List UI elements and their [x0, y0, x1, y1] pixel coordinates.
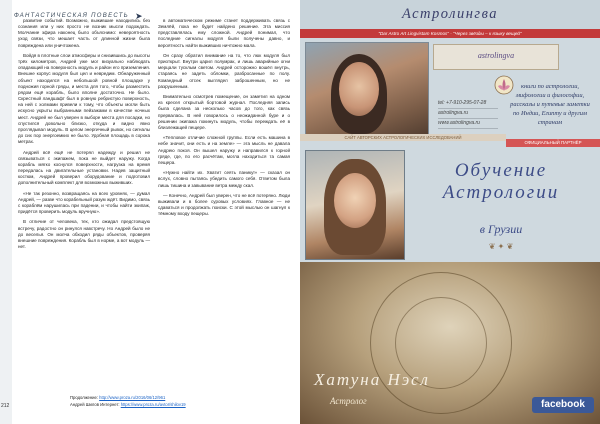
page-number: 212 [1, 403, 10, 409]
author-role: Астролог [330, 396, 367, 406]
ad-description: книги по астрологии, мифологии и философии, рассказы и путевые заметки по Индии, Египту и другим странам [510, 83, 590, 126]
text-column-1 [18, 18, 150, 254]
paragraph: — Конечно, Андрей был уверен, что не всё потеряно. Люди выживали и в более суровых условиях. Главное — не сдаваться и продолжать поиски. С этой мыслью он шагнул к тёмному входу пещеры. [158, 192, 290, 217]
paragraph: Войдя в плотные слои атмосферы и снизившись до высоты трёх километров, Андрей уже мог визуально наблюдать опадающий на поверхность модуль и район его приземления. Внешне корпус модуля был цел и невредим. Обнаруженный объект находился на небольшой ровной площадке у подножия горной гряды, и места для того, чтобы разместить рядом ещё корабль, было вполне достаточно. Не было. Скрестный ландшафт был в ровную ребристую поверхность, на ней с холмами привели к тому, что объекты могли быть искусно укрыты выбранными пейзажами в качестве ночных мест. Андрей не был уверен в выборе места для посадки, но спустился довольно близко, откуда и видно явно проглядывал модуль. В целом энергичный рывок, но сигналы до сих пор энергоемких не было. Удобная площадь в сорока метрах. [18, 52, 150, 145]
footnote-author [70, 402, 186, 409]
section-title: ФАНТАСТИЧЕСКАЯ ПОВЕСТЬ [14, 13, 129, 19]
paragraph: «Не так резонно, возвращаясь на всех уровнях, — думал Андрей, — разве что корабельный разум ждёт. Видимо, связь с кораблём нарушилась при падении, и чтобы найти экипаж, придётся проверить модуль вручную». [18, 190, 150, 215]
facebook-button[interactable]: facebook [532, 397, 594, 413]
course-title-line-2: Астрологии [442, 182, 560, 203]
advertisement-page [300, 0, 600, 424]
brand-title: Астролингва [401, 6, 499, 22]
photo-face [339, 62, 379, 116]
footnote-label: Продолжение: [70, 395, 98, 400]
page-sidebar [0, 0, 12, 424]
contact-web[interactable]: www.astrolingva.ru [438, 119, 498, 129]
partner-strip: ОФИЦИАЛЬНЫЙ ПАРТНЁР [506, 139, 600, 147]
ornament-divider: ❦ ✦ ❦ [488, 242, 514, 251]
logo-box [433, 44, 559, 70]
author-photo-top [305, 42, 429, 140]
sub-strip: САЙТ АВТОРСКИХ АСТРОЛОГИЧЕСКИХ ИССЛЕДОВАНИЙ [300, 134, 506, 141]
paragraph: Внимательно осмотрев помещение, он заметил на одном из кресел открытый бортовой журнал. Последняя запись была сделана за несколько часов до того, как связь прервалась. В ней говорилось о неожиданной буре и о решении экипажа покинуть модуль, чтобы переждать её в близлежащей пещере. [158, 94, 290, 130]
author-name: Хатуна Нэсл [314, 370, 430, 389]
article-page [0, 0, 296, 424]
author-link[interactable]: https://www.proza.ru/avtor/shilov19 [120, 401, 186, 407]
text-column-2 [158, 18, 290, 222]
contact-phone: tel: +7-910-295-07-28 [438, 99, 498, 109]
arrow-icon: ➤ [134, 10, 143, 21]
tagline-strip: "Dar Astro Art Lingvistam Kosmos" · "Через звёзды – к языку вещей" [300, 29, 600, 38]
course-title-line-1: Обучение [454, 160, 548, 181]
paragraph: Андрей всё ещё не потерял надежду и решил не связываться с экипажем, пока не выйдет наружу. Когда корабль мягко коснулся поверхности, нагрузка на время передалась на двигательные установки. Надев защитный костюм, Андрей проверил оборудование и подготовил дополнительный комплект для возможных выживших. [18, 149, 150, 186]
paragraph: В отличие от человека, тех, кто ожидал предстоящую встречу, радостно он ринулся навстречу. Но Андрей было не до веселья. Он молча обходил ряды объектов, проверяя внешние повреждения. Корабль был в норме, а вот модуль — нет. [18, 219, 150, 250]
footnote-continuation [70, 395, 186, 402]
paragraph: Он сразу обратил внимание на то, что люк модуля был приоткрыт. Внутри царил полумрак, и лишь аварийные огни мерцали тусклым светом. Андрей осторожно вошёл внутрь, стараясь не задеть обломки, разбросанные по полу. Командный отсек выглядел заброшенным, но не разрушенным. [158, 52, 290, 89]
footnote-label: Андрей Шилов Интернет: [70, 401, 120, 407]
course-title [408, 160, 594, 204]
paragraph: «Тепловое отличие сложной группы. Если есть машина в небе значит, они есть и на земле» — эта мысль не давала Андрею покоя. Он вышел наружу и направился к горной гряде, где, по его расчётам, могла находиться та самая пещера. [158, 135, 290, 165]
photo-face [334, 173, 376, 228]
contact-list [438, 99, 498, 129]
footnotes [70, 395, 186, 408]
paragraph: развитие событий. Возможно, выжившие находились без сознания или у них просто не возник мысли подождать. Молчание эфира наконец было объяснимо: невероятность уход связи, что мешает часть от длинной жизни была повреждена или уничтожена. [18, 18, 150, 48]
paragraph: «Нужно найти их. Хватит сеять панику!» — сказал он вслух, словно пытаясь убедить самого себя. Ответом была лишь тишина и завывание ветра между скал. [158, 170, 290, 188]
course-place: в Грузии [479, 222, 523, 236]
continuation-link[interactable]: http://www.proza.ru/2016/06/12/961 [99, 395, 166, 400]
author-photo-main [305, 150, 405, 260]
contact-site[interactable]: astrolingva.ru [438, 109, 498, 119]
logo-text: astrolingva [477, 51, 515, 60]
paragraph: в автоматическом режиме станет поддерживать связь с Землёй, пока не будет найдено решение. Эта миссия представлялась ему сложной. Андрей понимал, что последние сигналы модуля были получены давно, и вероятность найти выживших ничтожно мала. [158, 18, 290, 48]
